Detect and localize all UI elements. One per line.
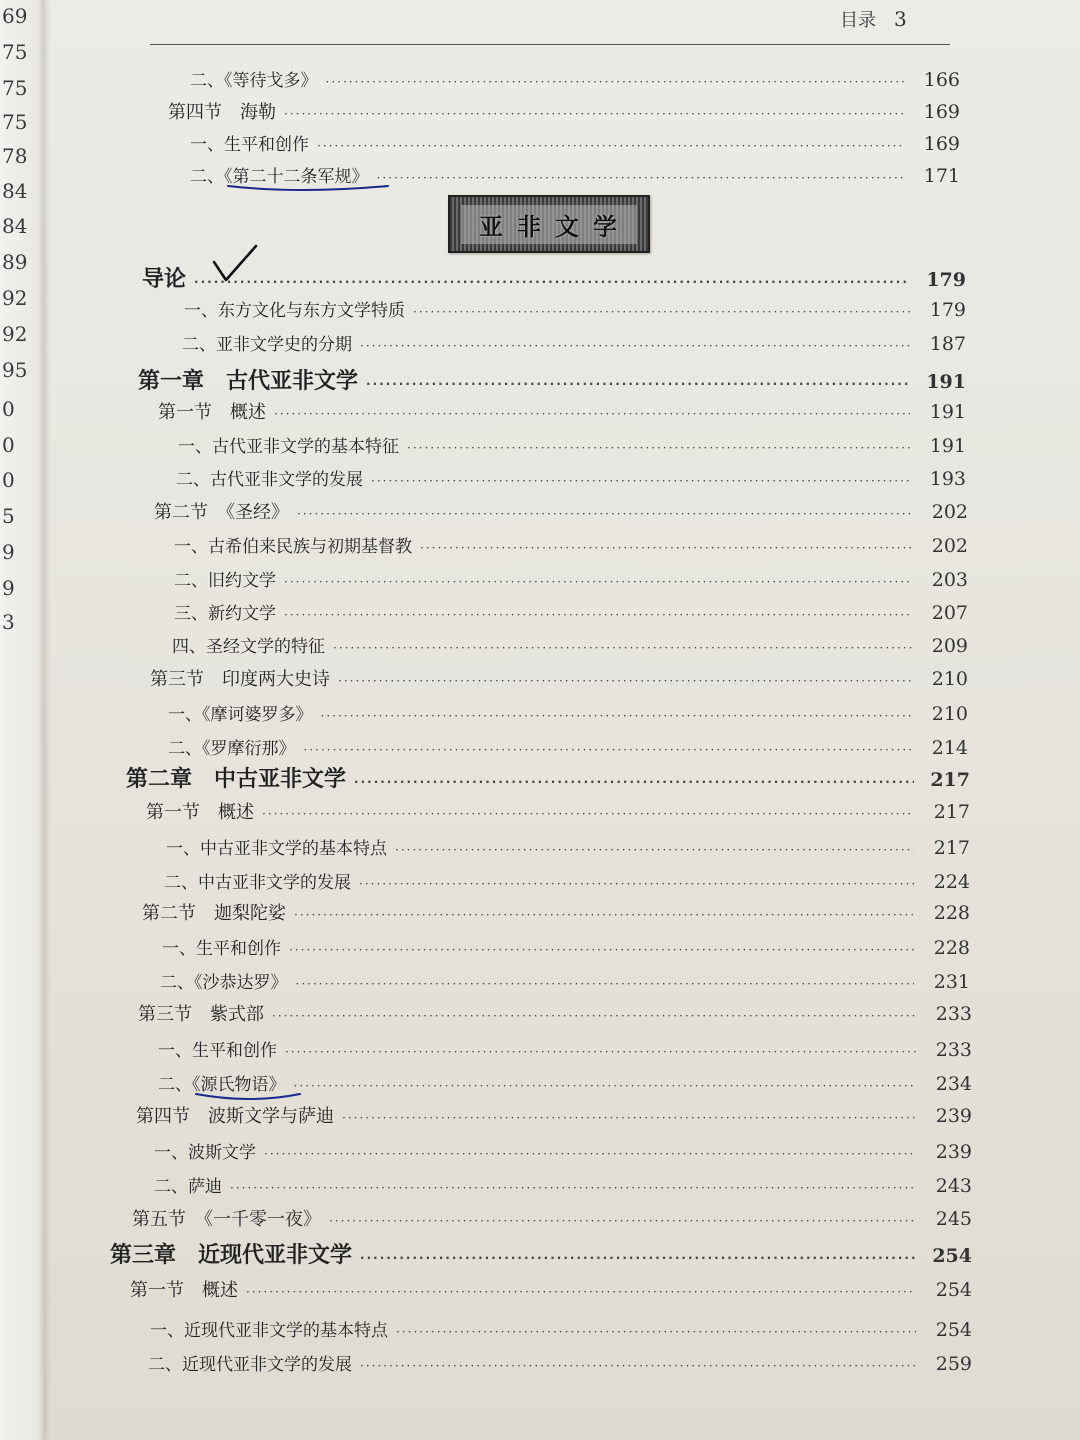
toc-entry: [174, 566, 968, 591]
toc-entry: [130, 1276, 972, 1302]
toc-entry-label: 第五节 《一千零一夜》: [132, 1209, 321, 1230]
toc-entry-page: 191: [926, 371, 966, 393]
toc-entry: [168, 734, 968, 759]
toc-entry: [154, 498, 968, 524]
toc-entry-label: 一、生平和创作: [162, 939, 281, 959]
toc-entry: [138, 1000, 972, 1026]
leader-dots: [359, 877, 914, 891]
prev-page-number: 0: [2, 433, 15, 457]
prev-page-number: 75: [2, 110, 28, 134]
leader-dots: [342, 1111, 916, 1125]
leader-dots: [264, 1147, 916, 1161]
toc-entry-label: 二、古代亚非文学的发展: [176, 470, 363, 490]
toc-entry-label: 二、萨迪: [154, 1177, 222, 1197]
leader-dots: [371, 474, 910, 488]
toc-entry-label: 二、旧约文学: [174, 571, 276, 591]
leader-dots: [284, 608, 912, 622]
toc-entry-page: 243: [935, 1175, 972, 1197]
toc-entry-page: 169: [923, 101, 960, 123]
toc-entry-label: 第一节 概述: [146, 802, 254, 823]
prev-page-number: 0: [2, 468, 15, 492]
toc-entry-page: 231: [933, 971, 970, 993]
leader-dots: [194, 275, 910, 289]
leader-dots: [284, 107, 904, 121]
toc-entry-page: 228: [933, 937, 970, 959]
part-title: 亚非文学: [461, 205, 637, 244]
toc-entry-label: 二、《沙恭达罗》: [160, 973, 288, 993]
leader-dots: [304, 743, 913, 757]
toc-entry-page: 171: [923, 165, 960, 187]
toc-entry: [178, 432, 966, 457]
toc-entry: [190, 162, 960, 187]
toc-entry: [158, 1070, 972, 1095]
prev-page-number: 0: [2, 397, 15, 421]
toc-entry-page: 228: [933, 902, 970, 924]
toc-entry-page: 179: [929, 299, 966, 321]
toc-entry: [168, 98, 960, 124]
toc-entry-label: 导论: [142, 267, 187, 292]
prev-page-number: 3: [2, 610, 15, 634]
toc-entry-page: 203: [931, 569, 968, 591]
prev-page-number: 75: [2, 40, 28, 64]
toc-entry: [158, 1036, 972, 1061]
toc-entry-label: 二、《第二十二条军规》: [190, 167, 369, 187]
toc-entry-label: 第四节 波斯文学与萨迪: [136, 1106, 334, 1127]
toc-entry-label: 第一节 概述: [130, 1280, 238, 1301]
leader-dots: [321, 709, 913, 723]
prev-page-number: 84: [2, 214, 28, 238]
leader-dots: [246, 1285, 916, 1299]
leader-dots: [289, 943, 914, 957]
toc-entry: [182, 330, 966, 355]
prev-page-number: 92: [2, 322, 28, 346]
toc-entry-label: 第一章 古代亚非文学: [138, 369, 359, 394]
prev-page-number: 78: [2, 144, 28, 168]
toc-entry-label: 二、中古亚非文学的发展: [164, 873, 351, 893]
running-header: [840, 6, 907, 32]
leader-dots: [354, 775, 914, 789]
header-rule: [150, 44, 950, 45]
toc-entry-label: 第二节 《圣经》: [154, 502, 289, 523]
toc-entry-page: 193: [929, 468, 966, 490]
toc-entry-label: 一、古希伯来民族与初期基督教: [174, 537, 412, 557]
leader-dots: [294, 1079, 917, 1093]
leader-dots: [317, 139, 904, 153]
toc-entry-page: 217: [933, 837, 970, 859]
toc-entry: [154, 1138, 972, 1163]
toc-entry-label: 一、近现代亚非文学的基本特点: [150, 1321, 388, 1341]
toc-entry-label: 三、新约文学: [174, 604, 276, 624]
leader-dots: [274, 407, 910, 421]
toc-entry-label: 一、东方文化与东方文学特质: [184, 301, 405, 321]
part-title-box: [448, 195, 650, 253]
toc-entry-page: 239: [935, 1141, 972, 1163]
toc-entry: [168, 700, 968, 725]
toc-entry: [138, 364, 966, 395]
leader-dots: [294, 908, 914, 922]
leader-dots: [230, 1181, 916, 1195]
leader-dots: [272, 1009, 916, 1023]
toc-entry-label: 第三节 印度两大史诗: [150, 669, 330, 690]
toc-entry: [110, 1238, 972, 1269]
toc-entry: [132, 1205, 972, 1231]
prev-page-number: 89: [2, 250, 28, 274]
previous-page-edge: [0, 0, 44, 1440]
toc-entry: [190, 66, 960, 91]
leader-dots: [396, 1325, 916, 1339]
leader-dots: [284, 575, 912, 589]
leader-dots: [338, 674, 912, 688]
toc-entry-page: 202: [931, 535, 968, 557]
toc-entry-page: 224: [933, 871, 970, 893]
leader-dots: [360, 339, 910, 353]
prev-page-number: 75: [2, 76, 28, 100]
toc-entry-label: 第二章 中古亚非文学: [126, 767, 347, 792]
leader-dots: [329, 1214, 916, 1228]
toc-entry-page: 234: [935, 1073, 972, 1095]
toc-entry-page: 209: [931, 635, 968, 657]
toc-entry-page: 259: [935, 1353, 972, 1375]
toc-entry-page: 233: [935, 1039, 972, 1061]
toc-entry: [166, 834, 970, 859]
toc-entry-label: 第四节 海勒: [168, 102, 276, 123]
toc-entry: [160, 968, 970, 993]
toc-entry-label: 第一节 概述: [158, 402, 266, 423]
leader-dots: [333, 641, 912, 655]
toc-entry-page: 217: [933, 801, 970, 823]
toc-entry-page: 254: [935, 1319, 972, 1341]
toc-entry-page: 245: [935, 1208, 972, 1230]
toc-entry-label: 一、中古亚非文学的基本特点: [166, 839, 387, 859]
prev-page-number: 9: [2, 576, 15, 600]
toc-entry: [174, 599, 968, 624]
prev-page-number: 92: [2, 286, 28, 310]
toc-entry-page: 214: [931, 737, 968, 759]
toc-entry: [126, 762, 970, 793]
toc-entry-page: 210: [931, 668, 968, 690]
toc-entry-label: 四、圣经文学的特征: [172, 637, 325, 657]
toc-entry: [176, 465, 966, 490]
leader-dots: [420, 541, 912, 555]
toc-entry-label: 一、生平和创作: [190, 135, 309, 155]
toc-entry: [146, 798, 970, 824]
prev-page-number: 95: [2, 358, 28, 382]
toc-entry-label: 一、《摩诃婆罗多》: [168, 705, 313, 725]
leader-dots: [377, 171, 905, 185]
leader-dots: [262, 807, 914, 821]
leader-dots: [360, 1359, 916, 1373]
toc-entry-label: 第二节 迦梨陀娑: [142, 903, 286, 924]
toc-entry: [148, 1350, 972, 1375]
toc-entry-page: 233: [935, 1003, 972, 1025]
toc-entry-label: 一、古代亚非文学的基本特征: [178, 437, 399, 457]
toc-entry-page: 210: [931, 703, 968, 725]
toc-entry: [158, 398, 966, 424]
toc-entry-page: 166: [923, 69, 960, 91]
toc-entry-label: 一、生平和创作: [158, 1041, 277, 1061]
leader-dots: [285, 1045, 916, 1059]
toc-entry: [184, 296, 966, 321]
leader-dots: [296, 977, 915, 991]
toc-entry: [172, 632, 968, 657]
toc-entry-page: 239: [935, 1105, 972, 1127]
toc-entry-page: 207: [931, 602, 968, 624]
leader-dots: [360, 1251, 916, 1265]
toc-entry: [142, 262, 966, 293]
toc-entry: [190, 130, 960, 155]
toc-entry: [162, 934, 970, 959]
toc-entry-page: 179: [926, 269, 966, 291]
toc-entry-label: 二、《源氏物语》: [158, 1075, 286, 1095]
toc-entry-page: 202: [931, 501, 968, 523]
leader-dots: [395, 843, 914, 857]
toc-entry-page: 187: [929, 333, 966, 355]
toc-entry-label: 二、《等待戈多》: [190, 71, 318, 91]
toc-entry: [174, 532, 968, 557]
toc-entry-label: 二、近现代亚非文学的发展: [148, 1355, 352, 1375]
leader-dots: [407, 441, 910, 455]
toc-entry: [164, 868, 970, 893]
leader-dots: [413, 305, 910, 319]
prev-page-number: 69: [2, 4, 28, 28]
prev-page-number: 9: [2, 540, 15, 564]
prev-page-number: 84: [2, 179, 28, 203]
header-page-number: 3: [894, 7, 907, 31]
toc-entry-page: 191: [929, 401, 966, 423]
toc-entry: [150, 665, 968, 691]
toc-entry-label: 二、《罗摩衍那》: [168, 739, 296, 759]
toc-entry-page: 254: [932, 1245, 972, 1267]
header-label: 目录: [840, 10, 876, 31]
toc-entry: [154, 1172, 972, 1197]
toc-entry-page: 217: [930, 769, 970, 791]
toc-entry-page: 254: [935, 1279, 972, 1301]
toc-entry-label: 第三节 紫式部: [138, 1004, 264, 1025]
toc-entry-label: 一、波斯文学: [154, 1143, 256, 1163]
toc-entry: [142, 899, 970, 925]
leader-dots: [297, 507, 912, 521]
toc-entry-label: 二、亚非文学史的分期: [182, 335, 352, 355]
prev-page-number: 5: [2, 504, 15, 528]
toc-entry-label: 第三章 近现代亚非文学: [110, 1243, 353, 1268]
toc-entry-page: 169: [923, 133, 960, 155]
leader-dots: [326, 75, 905, 89]
toc-entry: [150, 1316, 972, 1341]
toc-entry-page: 191: [929, 435, 966, 457]
toc-entry: [136, 1102, 972, 1128]
leader-dots: [366, 377, 910, 391]
